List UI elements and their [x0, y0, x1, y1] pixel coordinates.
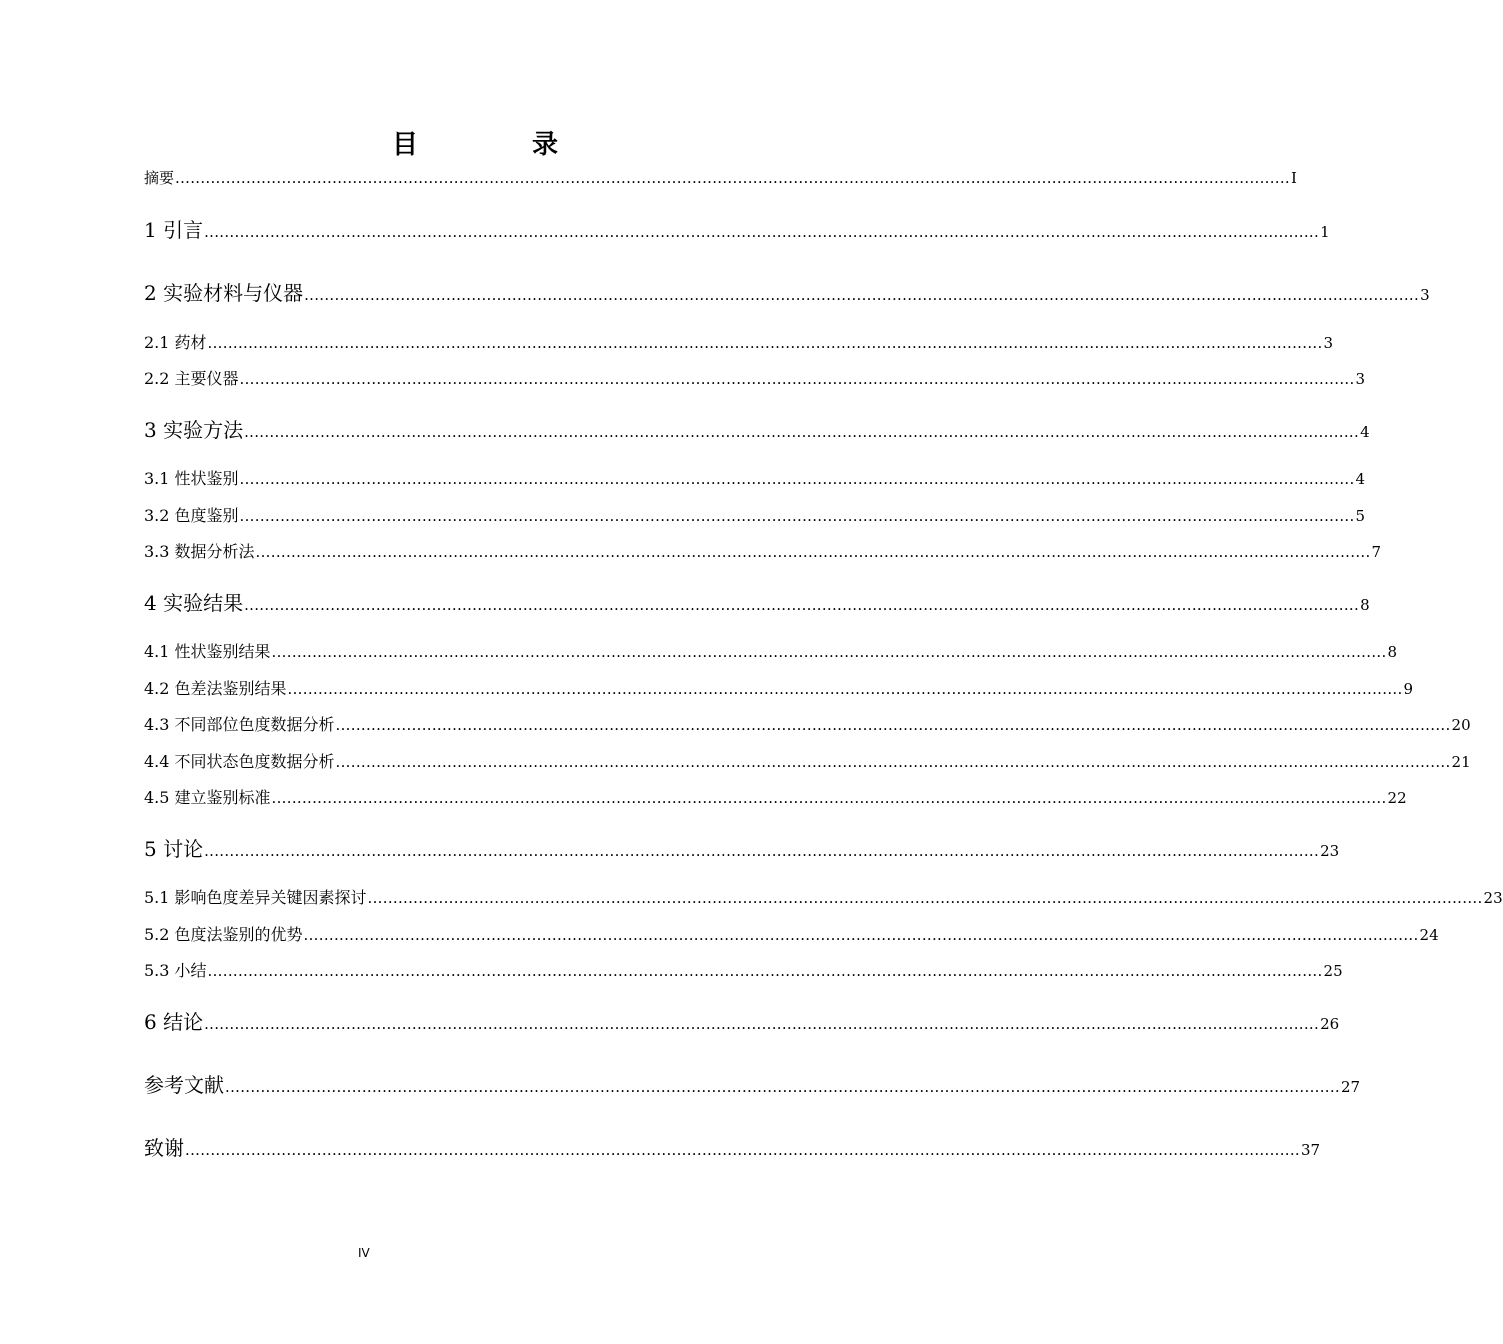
- toc-entry-chapter-4[interactable]: [144, 587, 1370, 616]
- toc-leader-dots: ............................................................................................................................................................................................................................: [185, 1141, 1300, 1159]
- toc-entry-page: 25: [1323, 962, 1343, 980]
- toc-entry-page: 20: [1451, 716, 1471, 734]
- toc-leader-dots: ............................................................................................................................................................................................................................: [255, 543, 1371, 561]
- toc-entry-section-3-2[interactable]: [144, 503, 1366, 526]
- toc-entry-label: 2.1 药材: [144, 333, 207, 352]
- toc-entry-section-4-4[interactable]: [144, 749, 1471, 772]
- toc-entry-page: 21: [1451, 753, 1471, 771]
- toc-leader-dots: ............................................................................................................................................................................................................................: [239, 470, 1355, 488]
- toc-entry-page: 23: [1483, 889, 1503, 907]
- toc-entry-label: 致谢: [144, 1136, 184, 1160]
- toc-entry-section-4-5[interactable]: [144, 785, 1407, 808]
- toc-entry-section-4-1[interactable]: [144, 639, 1398, 662]
- toc-leader-dots: ............................................................................................................................................................................................................................: [207, 334, 1323, 352]
- toc-entry-label: 4.2 色差法鉴别结果: [144, 679, 287, 698]
- toc-entry-label: 2.2 主要仪器: [144, 369, 239, 388]
- toc-entry-chapter-2[interactable]: [144, 277, 1430, 306]
- toc-entry-label: 3.1 性状鉴别: [144, 469, 239, 488]
- toc-entry-chapter-3[interactable]: [144, 414, 1370, 443]
- toc-leader-dots: ............................................................................................................................................................................................................................: [271, 789, 1387, 807]
- toc-leader-dots: ............................................................................................................................................................................................................................: [244, 596, 1360, 614]
- toc-entry-page: 4: [1355, 470, 1366, 488]
- toc-entry-page: 26: [1320, 1015, 1340, 1033]
- toc-entry-page: 23: [1320, 842, 1340, 860]
- toc-leader-dots: ............................................................................................................................................................................................................................: [304, 286, 1420, 304]
- toc-entry-section-2-1[interactable]: [144, 330, 1334, 353]
- toc-entry-page: I: [1291, 169, 1297, 187]
- toc-entry-page: 24: [1419, 926, 1439, 944]
- page-number: IV: [358, 1246, 370, 1260]
- toc-leader-dots: ............................................................................................................................................................................................................................: [225, 1078, 1340, 1096]
- toc-entry-label: 4.4 不同状态色度数据分析: [144, 752, 335, 771]
- toc-entry-page: 3: [1323, 334, 1334, 352]
- toc-leader-dots: ............................................................................................................................................................................................................................: [244, 423, 1360, 441]
- toc-entry-label: 3.3 数据分析法: [144, 542, 255, 561]
- toc-entry-page: 37: [1300, 1141, 1321, 1159]
- page-title: 目 录: [391, 130, 602, 160]
- toc-leader-dots: ............................................................................................................................................................................................................................: [303, 926, 1419, 944]
- toc-entry-acknowledgements[interactable]: [144, 1132, 1321, 1161]
- toc-entry-page: 27: [1340, 1078, 1361, 1096]
- toc-leader-dots: ............................................................................................................................................................................................................................: [287, 680, 1403, 698]
- toc-entry-label: 参考文献: [144, 1073, 224, 1097]
- toc-entry-page: 9: [1403, 680, 1414, 698]
- toc-entry-page: 3: [1420, 286, 1430, 304]
- toc-entry-references[interactable]: [144, 1069, 1361, 1098]
- toc-entry-page: 8: [1360, 596, 1370, 614]
- toc-entry-label: 4.1 性状鉴别结果: [144, 642, 271, 661]
- toc-entry-section-3-3[interactable]: [144, 539, 1382, 562]
- toc-entry-page: 7: [1371, 543, 1382, 561]
- toc-entry-chapter-1[interactable]: [144, 214, 1330, 243]
- toc-entry-label: 4.5 建立鉴别标准: [144, 788, 271, 807]
- toc-leader-dots: ............................................................................................................................................................................................................................: [175, 169, 1290, 187]
- toc-entry-label: 3 实验方法: [144, 418, 244, 442]
- toc-leader-dots: ............................................................................................................................................................................................................................: [335, 716, 1451, 734]
- toc-entry-label: 摘要: [144, 169, 175, 187]
- toc-entry-chapter-5[interactable]: [144, 833, 1340, 862]
- toc-leader-dots: ............................................................................................................................................................................................................................: [207, 962, 1323, 980]
- toc-entry-section-5-3[interactable]: [144, 958, 1343, 981]
- toc-entry-label: 3.2 色度鉴别: [144, 506, 239, 525]
- toc-entry-page: 3: [1355, 370, 1366, 388]
- toc-entry-section-2-2[interactable]: [144, 366, 1366, 389]
- toc-leader-dots: ............................................................................................................................................................................................................................: [204, 1015, 1320, 1033]
- toc-leader-dots: ............................................................................................................................................................................................................................: [204, 223, 1320, 241]
- toc-entry-page: 5: [1355, 507, 1366, 525]
- toc-entry-label: 5.3 小结: [144, 961, 207, 980]
- toc-entry-label: 4.3 不同部位色度数据分析: [144, 715, 335, 734]
- toc-entry-label: 4 实验结果: [144, 591, 244, 615]
- toc-leader-dots: ............................................................................................................................................................................................................................: [335, 753, 1451, 771]
- toc-entry-page: 4: [1360, 423, 1370, 441]
- toc-entry-section-5-2[interactable]: [144, 922, 1439, 945]
- toc-leader-dots: ............................................................................................................................................................................................................................: [367, 889, 1483, 907]
- toc-entry-section-4-3[interactable]: [144, 712, 1471, 735]
- toc-entry-label: 1 引言: [144, 218, 204, 242]
- toc-entry-page: 22: [1387, 789, 1407, 807]
- toc-entry-page: 1: [1320, 223, 1330, 241]
- toc-leader-dots: ............................................................................................................................................................................................................................: [204, 842, 1320, 860]
- toc-entry-section-4-2[interactable]: [144, 676, 1414, 699]
- toc-entry-label: 6 结论: [144, 1010, 204, 1034]
- toc-leader-dots: ............................................................................................................................................................................................................................: [271, 643, 1387, 661]
- toc-leader-dots: ............................................................................................................................................................................................................................: [239, 507, 1355, 525]
- toc-entry-section-3-1[interactable]: [144, 466, 1366, 489]
- toc-entry-label: 2 实验材料与仪器: [144, 281, 304, 305]
- toc-entry-label: 5 讨论: [144, 837, 204, 861]
- toc-entry-chapter-6[interactable]: [144, 1006, 1340, 1035]
- toc-entry-label: 5.1 影响色度差异关键因素探讨: [144, 888, 367, 907]
- toc-entry-label: 5.2 色度法鉴别的优势: [144, 925, 303, 944]
- toc-entry-abstract[interactable]: [144, 167, 1297, 188]
- toc-entry-section-5-1[interactable]: [144, 885, 1503, 908]
- toc-entry-page: 8: [1387, 643, 1398, 661]
- toc-leader-dots: ............................................................................................................................................................................................................................: [239, 370, 1355, 388]
